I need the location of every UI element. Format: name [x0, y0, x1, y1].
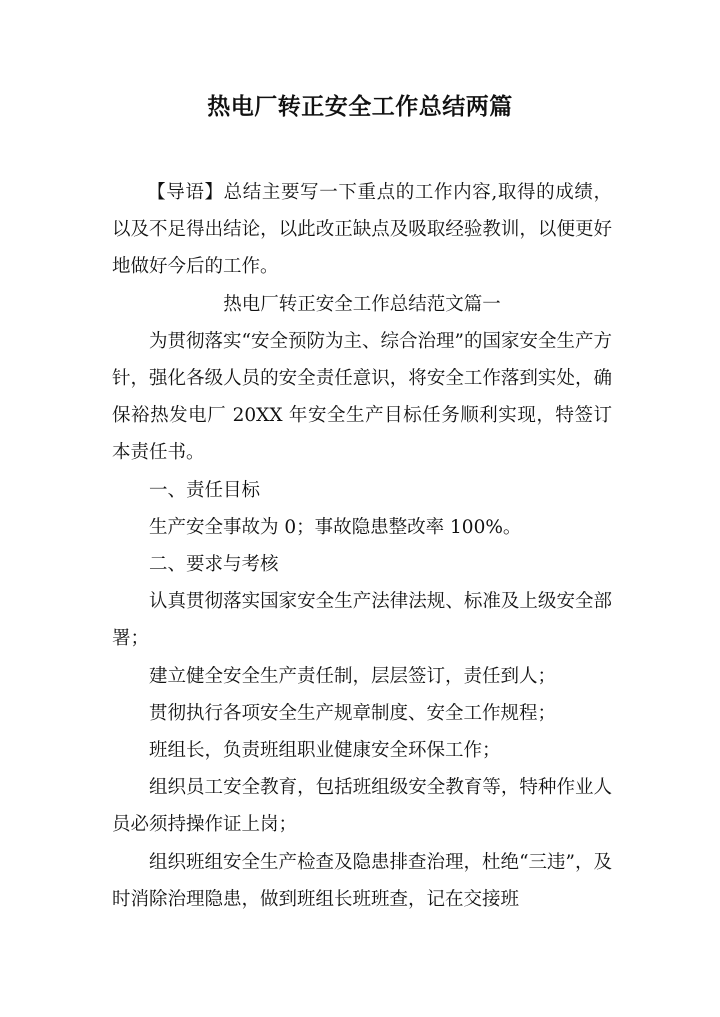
paragraph: 认真贯彻落实国家安全生产法律法规、标准及上级安全部署；: [112, 591, 612, 650]
subheading: 二、要求与考核: [149, 554, 279, 576]
paragraph: 班组长，负责班组职业健康安全环保工作；: [149, 740, 501, 762]
document-title: 热电厂转正安全工作总结两篇: [207, 94, 513, 120]
section-heading: 热电厂转正安全工作总结范文篇一: [223, 293, 501, 315]
document-body: [112, 174, 612, 918]
paragraph: 组织员工安全教育，包括班组级安全教育等，特种作业人员必须持操作证上岗；: [112, 777, 612, 836]
paragraph: 为贯彻落实“安全预防为主、综合治理”的国家安全生产方针，强化各级人员的安全责任意识，将安全工作落到实处，确保裕热发电厂 20XX 年安全生产目标任务顺利实现，特签订本责任书。: [112, 330, 612, 464]
paragraph: 贯彻执行各项安全生产规章制度、安全工作规程；: [149, 702, 557, 724]
paragraph: 生产安全事故为 0；事故隐患整改率 100%。: [149, 516, 522, 538]
subheading: 一、责任目标: [149, 479, 261, 501]
paragraph: 组织班组安全生产检查及隐患排查治理，杜绝“三违”，及时消除治理隐患，做到班组长班班查，记在交接班: [112, 851, 612, 910]
paragraph: 建立健全安全生产责任制，层层签订，责任到人；: [149, 665, 557, 687]
intro-paragraph: 【导语】总结主要写一下重点的工作内容,取得的成绩，以及不足得出结论，以此改正缺点及吸取经验教训，以便更好地做好今后的工作。: [112, 182, 612, 278]
